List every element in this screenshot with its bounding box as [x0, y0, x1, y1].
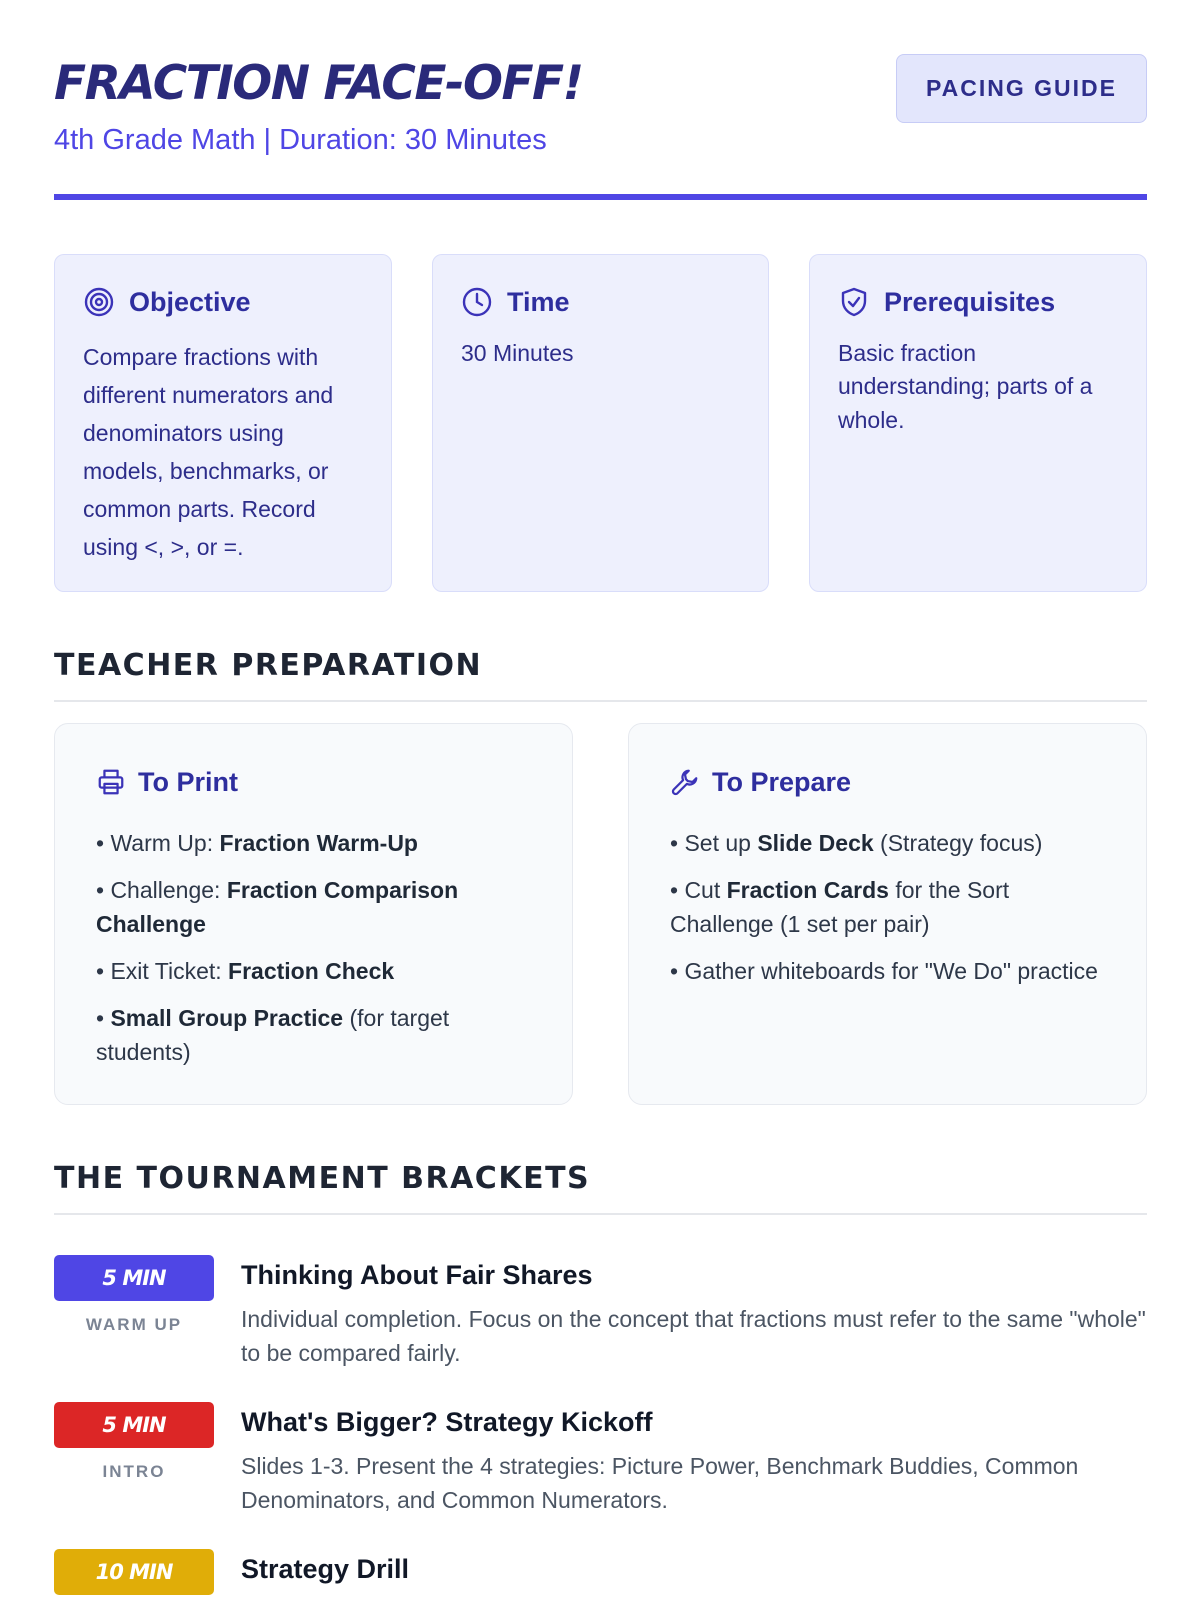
clock-icon [461, 286, 493, 318]
activity-description: Slides 1-3. Present the 4 strategies: Picture Power, Benchmark Buddies, Common Denominators, and Common Numerators. [241, 1453, 1079, 1513]
phase-label: INTRO [102, 1462, 166, 1481]
to-print-title: To Print [138, 766, 238, 797]
phase-label: WARM UP [85, 1315, 183, 1334]
list-item: • Exit Ticket: Fraction Check [96, 958, 395, 984]
list-item: • Cut Fraction Cards for the Sort Challenge (1 set per pair) [670, 877, 1010, 937]
list-item: • Gather whiteboards for "We Do" practice [670, 958, 1098, 984]
shield-check-icon [838, 286, 870, 318]
pacing-guide-button[interactable]: PACING GUIDE [896, 54, 1147, 123]
to-prepare-title: To Prepare [712, 766, 852, 797]
page-title: FRACTION FACE-OFF! [54, 56, 583, 111]
wrench-icon [670, 767, 700, 797]
activity-title: What's Bigger? Strategy Kickoff [241, 1407, 653, 1437]
prerequisites-card [809, 254, 1147, 592]
list-item: • Set up Slide Deck (Strategy focus) [670, 830, 1043, 856]
time-title: Time [507, 286, 570, 317]
time-card [432, 254, 769, 592]
prerequisites-text: Basic fraction understanding; parts of a whole. [838, 340, 1093, 433]
objective-text: Compare fractions with different numerators and denominators using models, benchmarks, or common parts. Record using <, >, or =. [83, 344, 334, 560]
teacher-preparation-heading: TEACHER PREPARATION [54, 648, 1147, 702]
printer-icon [96, 767, 126, 797]
tournament-brackets-heading: THE TOURNAMENT BRACKETS [54, 1161, 1147, 1215]
activity-description: Individual completion. Focus on the concept that fractions must refer to the same "whole" to be compared fairly. [241, 1306, 1146, 1366]
objective-title: Objective [129, 286, 251, 317]
list-item: • Small Group Practice (for target students) [96, 1005, 450, 1065]
page-header [54, 54, 1147, 200]
info-cards [54, 254, 1147, 592]
target-icon [83, 286, 115, 318]
page-subtitle: 4th Grade Math | Duration: 30 Minutes [54, 124, 547, 156]
duration-badge: 5 MIN [54, 1255, 214, 1301]
to-prepare-box [628, 723, 1147, 1105]
list-item: • Warm Up: Fraction Warm-Up [96, 830, 418, 856]
duration-badge: 10 MIN [54, 1549, 214, 1595]
bracket-row-strategy-drill [54, 1549, 1147, 1600]
lesson-plan-page [54, 0, 1147, 1600]
to-print-box [54, 723, 573, 1105]
bracket-row-warm-up [54, 1255, 1147, 1375]
to-prepare-list [670, 826, 1106, 988]
objective-card [54, 254, 392, 592]
activity-title: Strategy Drill [241, 1554, 410, 1584]
prerequisites-title: Prerequisites [884, 286, 1056, 317]
bracket-row-intro [54, 1402, 1147, 1522]
time-text: 30 Minutes [461, 340, 574, 366]
activity-title: Thinking About Fair Shares [241, 1260, 593, 1290]
list-item: • Challenge: Fraction Comparison Challenge [96, 877, 459, 937]
to-print-list [96, 826, 532, 1069]
duration-badge: 5 MIN [54, 1402, 214, 1448]
